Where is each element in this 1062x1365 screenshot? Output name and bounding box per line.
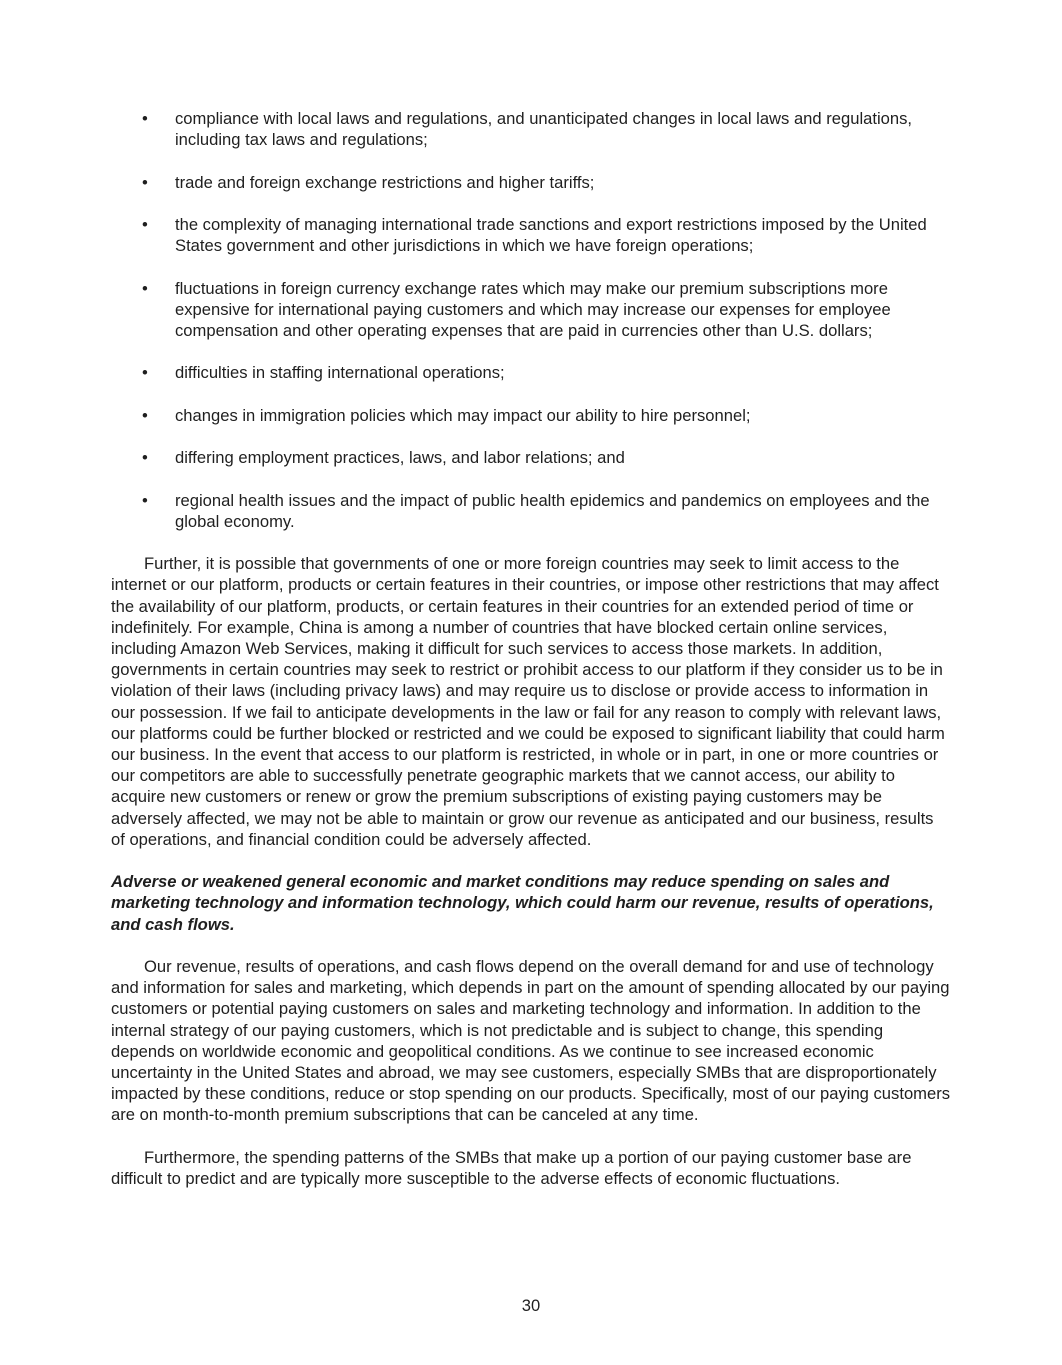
- bullet-icon: •: [142, 214, 148, 234]
- document-body: [111, 108, 951, 1210]
- list-item: [111, 405, 951, 426]
- bullet-icon: •: [142, 405, 148, 425]
- list-item: [111, 278, 951, 342]
- list-item: [111, 447, 951, 468]
- list-item-text: the complexity of managing international trade sanctions and export restrictions imposed by the United States government and other jurisdictions in which we have foreign operations;: [175, 214, 927, 256]
- list-item-text: differing employment practices, laws, and labor relations; and: [175, 448, 625, 468]
- bullet-icon: •: [142, 278, 148, 298]
- list-item-text: changes in immigration policies which may impact our ability to hire personnel;: [175, 405, 751, 425]
- list-item-text: regional health issues and the impact of public health epidemics and pandemics on employees and the global economy.: [175, 490, 930, 531]
- list-item: [111, 172, 951, 193]
- list-item-text: difficulties in staffing international operations;: [175, 363, 505, 383]
- list-item: [111, 362, 951, 383]
- list-item: [111, 108, 951, 150]
- paragraph-revenue-demand: Our revenue, results of operations, and cash flows depend on the overall demand for and use of technology and information for sales and marketing, which depends in part on the amount of spending allocated by our paying customers or potential paying customers on sales and marketing technology and information. In addition to the internal strategy of our paying customers, which is not predictable and is subject to change, this spending depends on worldwide economic and geopolitical conditions. As we continue to see increased economic uncertainty in the United States and abroad, we may see customers, especially SMBs that are disproportionately impacted by these conditions, reduce or stop spending on our products. Specifically, most of our paying customers are on month-to-month premium subscriptions that can be canceled at any time.: [111, 956, 951, 1125]
- list-item-text: trade and foreign exchange restrictions and higher tariffs;: [175, 172, 595, 192]
- bullet-icon: •: [142, 109, 148, 128]
- page-number: 30: [521, 1296, 541, 1315]
- section-heading: Adverse or weakened general economic and market conditions may reduce spending on sales and marketing technology and information technology, which could harm our revenue, results of operations, and cash flows.: [111, 872, 934, 934]
- bullet-icon: •: [142, 490, 148, 510]
- bullet-icon: •: [142, 363, 148, 383]
- bullet-icon: •: [142, 172, 148, 192]
- bullet-icon: •: [142, 448, 148, 468]
- paragraph-smb-spending: Furthermore, the spending patterns of the SMBs that make up a portion of our paying customer base are difficult to predict and are typically more susceptible to the adverse effects of economic fluctuations.: [111, 1147, 912, 1188]
- list-item: [111, 490, 951, 532]
- list-item-text: compliance with local laws and regulations, and unanticipated changes in local laws and regulations, including tax laws and regulations;: [175, 109, 913, 150]
- list-item-text: fluctuations in foreign currency exchange rates which may make our premium subscriptions more expensive for international paying customers and which may increase our expenses for employee compensation and other operating expenses that are paid in currencies other than U.S. dollars;: [175, 278, 891, 340]
- risk-factor-list: [111, 108, 951, 532]
- paragraph-government-restrictions: Further, it is possible that governments of one or more foreign countries may seek to limit access to the internet or our platform, products or certain features in their countries, or impose other restrictions that may affect the availability of our platform, products, or certain features in their countries for an extended period of time or indefinitely. For example, China is among a number of countries that have blocked certain online services, including Amazon Web Services, making it difficult for such services to access those markets. In addition, governments in certain countries may seek to restrict or prohibit access to our platform if they consider us to be in violation of their laws (including privacy laws) and may require us to disclose or provide access to information in our possession. If we fail to anticipate developments in the law or fail for any reason to comply with relevant laws, our platforms could be further blocked or restricted and we could be exposed to significant liability that could harm our business. In the event that access to our platform is restricted, in whole or in part, in one or more countries or our competitors are able to successfully penetrate geographic markets that we cannot access, our ability to acquire new customers or renew or grow the premium subscriptions of existing paying customers may be adversely affected, we may not be able to maintain or grow our revenue as anticipated and our business, results of operations, and financial condition could be adversely affected.: [111, 554, 945, 849]
- list-item: [111, 214, 951, 256]
